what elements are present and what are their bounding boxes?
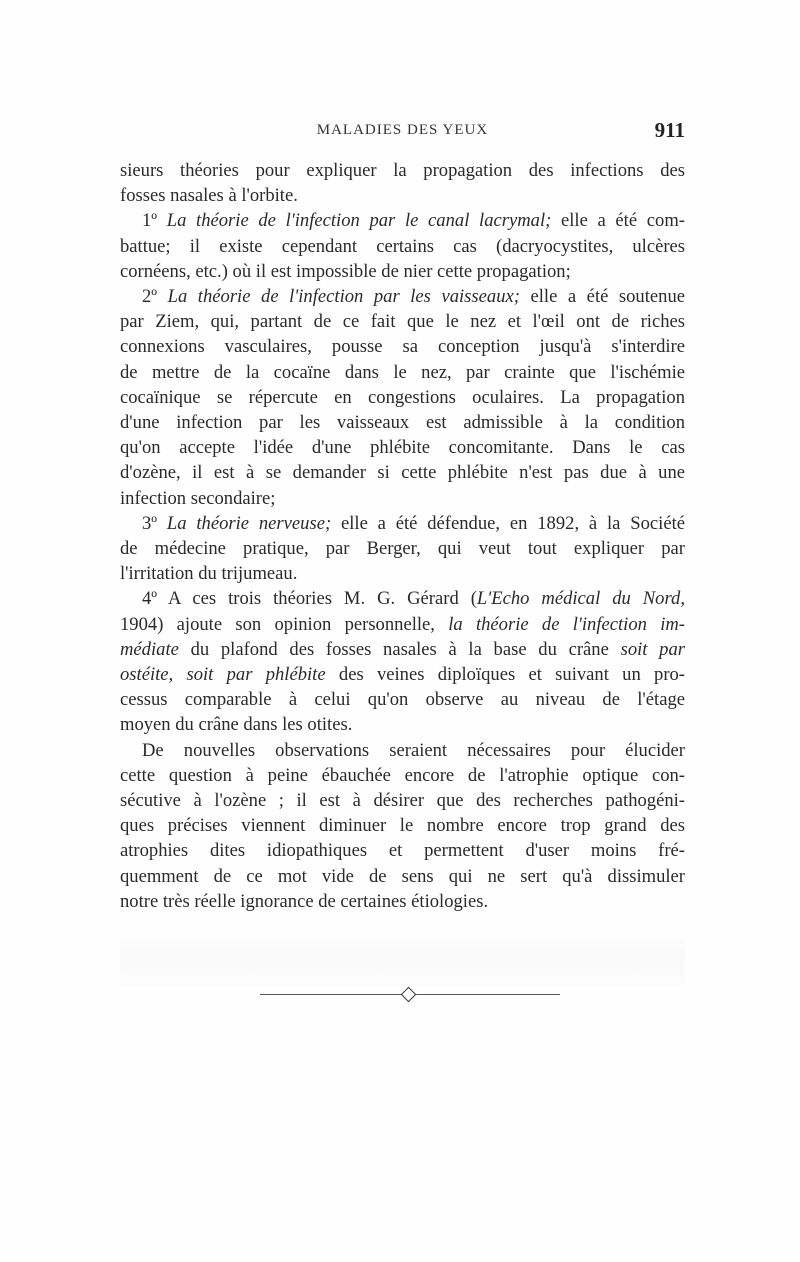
item-number: 2º	[142, 286, 158, 308]
theory-title: La théorie de l'infection par les vaisseaux;	[167, 286, 520, 308]
paragraph-theory-4	[120, 586, 685, 737]
text-line: cocaïnique se répercute en congestions oculaires. La propagation	[120, 386, 685, 408]
theory-title: La théorie de l'infection par le canal lacrymal;	[166, 210, 552, 232]
bleed-through-area	[120, 935, 685, 985]
text-line: sécutive à l'ozène ; il est à désirer que des recherches pathogéni-	[120, 790, 685, 812]
text-line: atrophies dites idiopathiques et permettent d'user moins fré-	[120, 840, 685, 862]
citation: L'Echo médical du Nord,	[476, 588, 685, 610]
paragraph-conclusion	[120, 738, 685, 914]
paragraph-intro	[120, 158, 685, 208]
text-span: du plafond des fosses nasales à la base du crâne	[190, 638, 609, 660]
text-line	[120, 612, 685, 637]
theory-title: la théorie de l'infection im-	[448, 613, 686, 635]
text-span: 1904) ajoute son opinion personnelle,	[120, 613, 435, 635]
text-line: cornéens, etc.) où il est impossible de nier cette propagation;	[120, 260, 571, 282]
text-line: de médecine pratique, par Berger, qui veut tout expliquer par	[120, 538, 685, 560]
text-line	[120, 637, 685, 662]
page-header	[120, 118, 685, 144]
theory-title: médiate	[120, 638, 179, 660]
text-span: elle a été soutenue	[530, 286, 685, 308]
text-line: connexions vasculaires, pousse sa conception jusqu'à s'interdire	[120, 336, 685, 358]
running-head: MALADIES DES YEUX	[316, 122, 489, 138]
text-line: fosses nasales à l'orbite.	[120, 185, 298, 207]
text-line	[120, 208, 685, 233]
text-line: battue; il existe cependant certains cas (dacryocystites, ulcères	[120, 235, 685, 257]
text-span: elle a été com-	[561, 210, 685, 232]
text-line: moyen du crâne dans les otites.	[120, 714, 353, 736]
text-line	[120, 662, 685, 687]
text-line: par Ziem, qui, partant de ce fait que le nez et l'œil ont de riches	[120, 311, 685, 333]
theory-title: La théorie nerveuse;	[166, 512, 332, 534]
text-span: ostéite, soit par phlébite	[120, 664, 326, 686]
text-line	[120, 284, 685, 309]
text-line: l'irritation du trijumeau.	[120, 563, 298, 585]
text-line: qu'on accepte l'idée d'une phlébite concomitante. Dans le cas	[120, 437, 685, 459]
text-line: de mettre de la cocaïne dans le nez, par crainte que l'ischémie	[120, 361, 685, 383]
text-line: d'ozène, il est à se demander si cette phlébite n'est pas due à une	[120, 462, 685, 484]
page-number: 911	[654, 118, 685, 142]
text-span: des veines diploïques et suivant un pro-	[338, 664, 685, 686]
text-line: cessus comparable à celui qu'on observe au niveau de l'étage	[120, 689, 685, 711]
body-text	[120, 158, 685, 914]
text-span: 4º A ces trois théories M. G. Gérard (	[142, 588, 477, 610]
paragraph-theory-2	[120, 284, 685, 511]
diamond-ornament-icon	[401, 987, 417, 1003]
text-line: notre très réelle ignorance de certaines étiologies.	[120, 890, 489, 912]
text-line: cette question à peine ébauchée encore de l'atrophie optique con-	[120, 764, 685, 786]
paragraph-theory-3	[120, 511, 685, 587]
section-end-rule	[120, 988, 685, 1000]
text-line: infection secondaire;	[120, 487, 276, 509]
text-line: De nouvelles observations seraient nécessaires pour élucider	[142, 739, 685, 761]
item-number: 1º	[142, 210, 158, 232]
text-span: soit par	[620, 638, 685, 660]
text-line: ques précises viennent diminuer le nombre encore trop grand des	[120, 815, 685, 837]
text-span: elle a été défendue, en 1892, à la Société	[341, 512, 685, 534]
text-line	[120, 586, 685, 611]
text-line: sieurs théories pour expliquer la propagation des infections des	[120, 160, 685, 181]
text-line: d'une infection par les vaisseaux est admissible à la condition	[120, 412, 685, 434]
text-line: quemment de ce mot vide de sens qui ne sert qu'à dissimuler	[120, 865, 685, 887]
item-number: 3º	[142, 512, 158, 534]
paragraph-theory-1	[120, 208, 685, 284]
text-line	[120, 511, 685, 536]
